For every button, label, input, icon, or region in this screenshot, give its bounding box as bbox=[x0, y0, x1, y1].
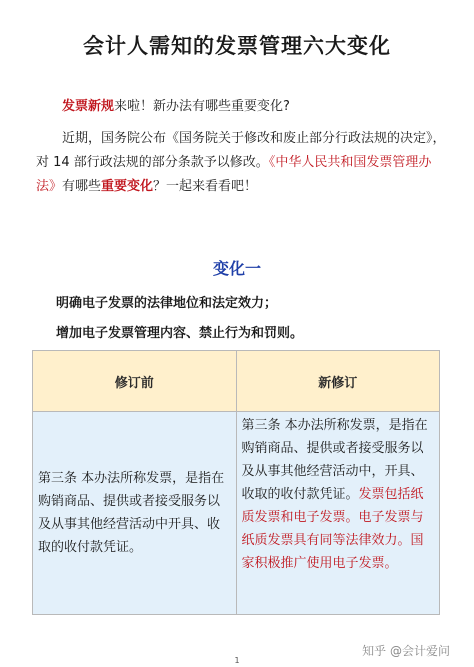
section-title: 变化一 bbox=[212, 259, 261, 278]
intro-text: ？一起来看看吧！ bbox=[153, 179, 258, 194]
new-article-text: 第三条 本办法所称发票，是指在购销商品、提供或者接受服务以及从事其他经营活动中，开具、收取的收付款凭证。 bbox=[241, 418, 428, 502]
column-header-before: 修订前 bbox=[33, 351, 237, 412]
law-title-highlight: 《中华人民共和国发票管理办法》 bbox=[36, 155, 432, 194]
new-article-highlight: 发票包括纸质发票和电子发票。电子发票与纸质发票具有同等法律效力。国家积极推广使用电子发票。 bbox=[241, 487, 424, 571]
intro-paragraph-1 bbox=[36, 97, 446, 117]
page-title: 会计人需知的发票管理六大变化 bbox=[83, 34, 391, 58]
old-article-cell bbox=[33, 412, 237, 615]
intro-text: 近期，国务院公布《国务院关于修改和废止部分行政法规的决定》，对 14 部行政法规的部分条款予以修改。 bbox=[36, 131, 446, 170]
important-changes-highlight: 重要变化 bbox=[101, 179, 154, 194]
watermark: 知乎 @会计爱问 bbox=[362, 644, 450, 658]
table-header-row bbox=[33, 351, 440, 412]
new-rules-highlight: 发票新规 bbox=[62, 99, 115, 114]
comparison-table bbox=[32, 350, 440, 615]
section-summary-line: 增加电子发票管理内容、禁止行为和罚则。 bbox=[56, 326, 304, 341]
table-row bbox=[33, 412, 440, 615]
intro-paragraph-2 bbox=[36, 127, 446, 199]
intro-text: 来啦！新办法有哪些重要变化? bbox=[114, 99, 290, 114]
column-header-after: 新修订 bbox=[236, 351, 440, 412]
new-article-cell bbox=[236, 412, 440, 615]
intro-text: 有哪些 bbox=[62, 179, 102, 194]
page-number: 1 bbox=[234, 656, 240, 665]
old-article-text: 第三条 本办法所称发票，是指在购销商品、提供或者接受服务以及从事其他经营活动中开具、收取的收付款凭证。 bbox=[38, 471, 225, 555]
section-summary-line: 明确电子发票的法律地位和法定效力； bbox=[56, 296, 278, 311]
